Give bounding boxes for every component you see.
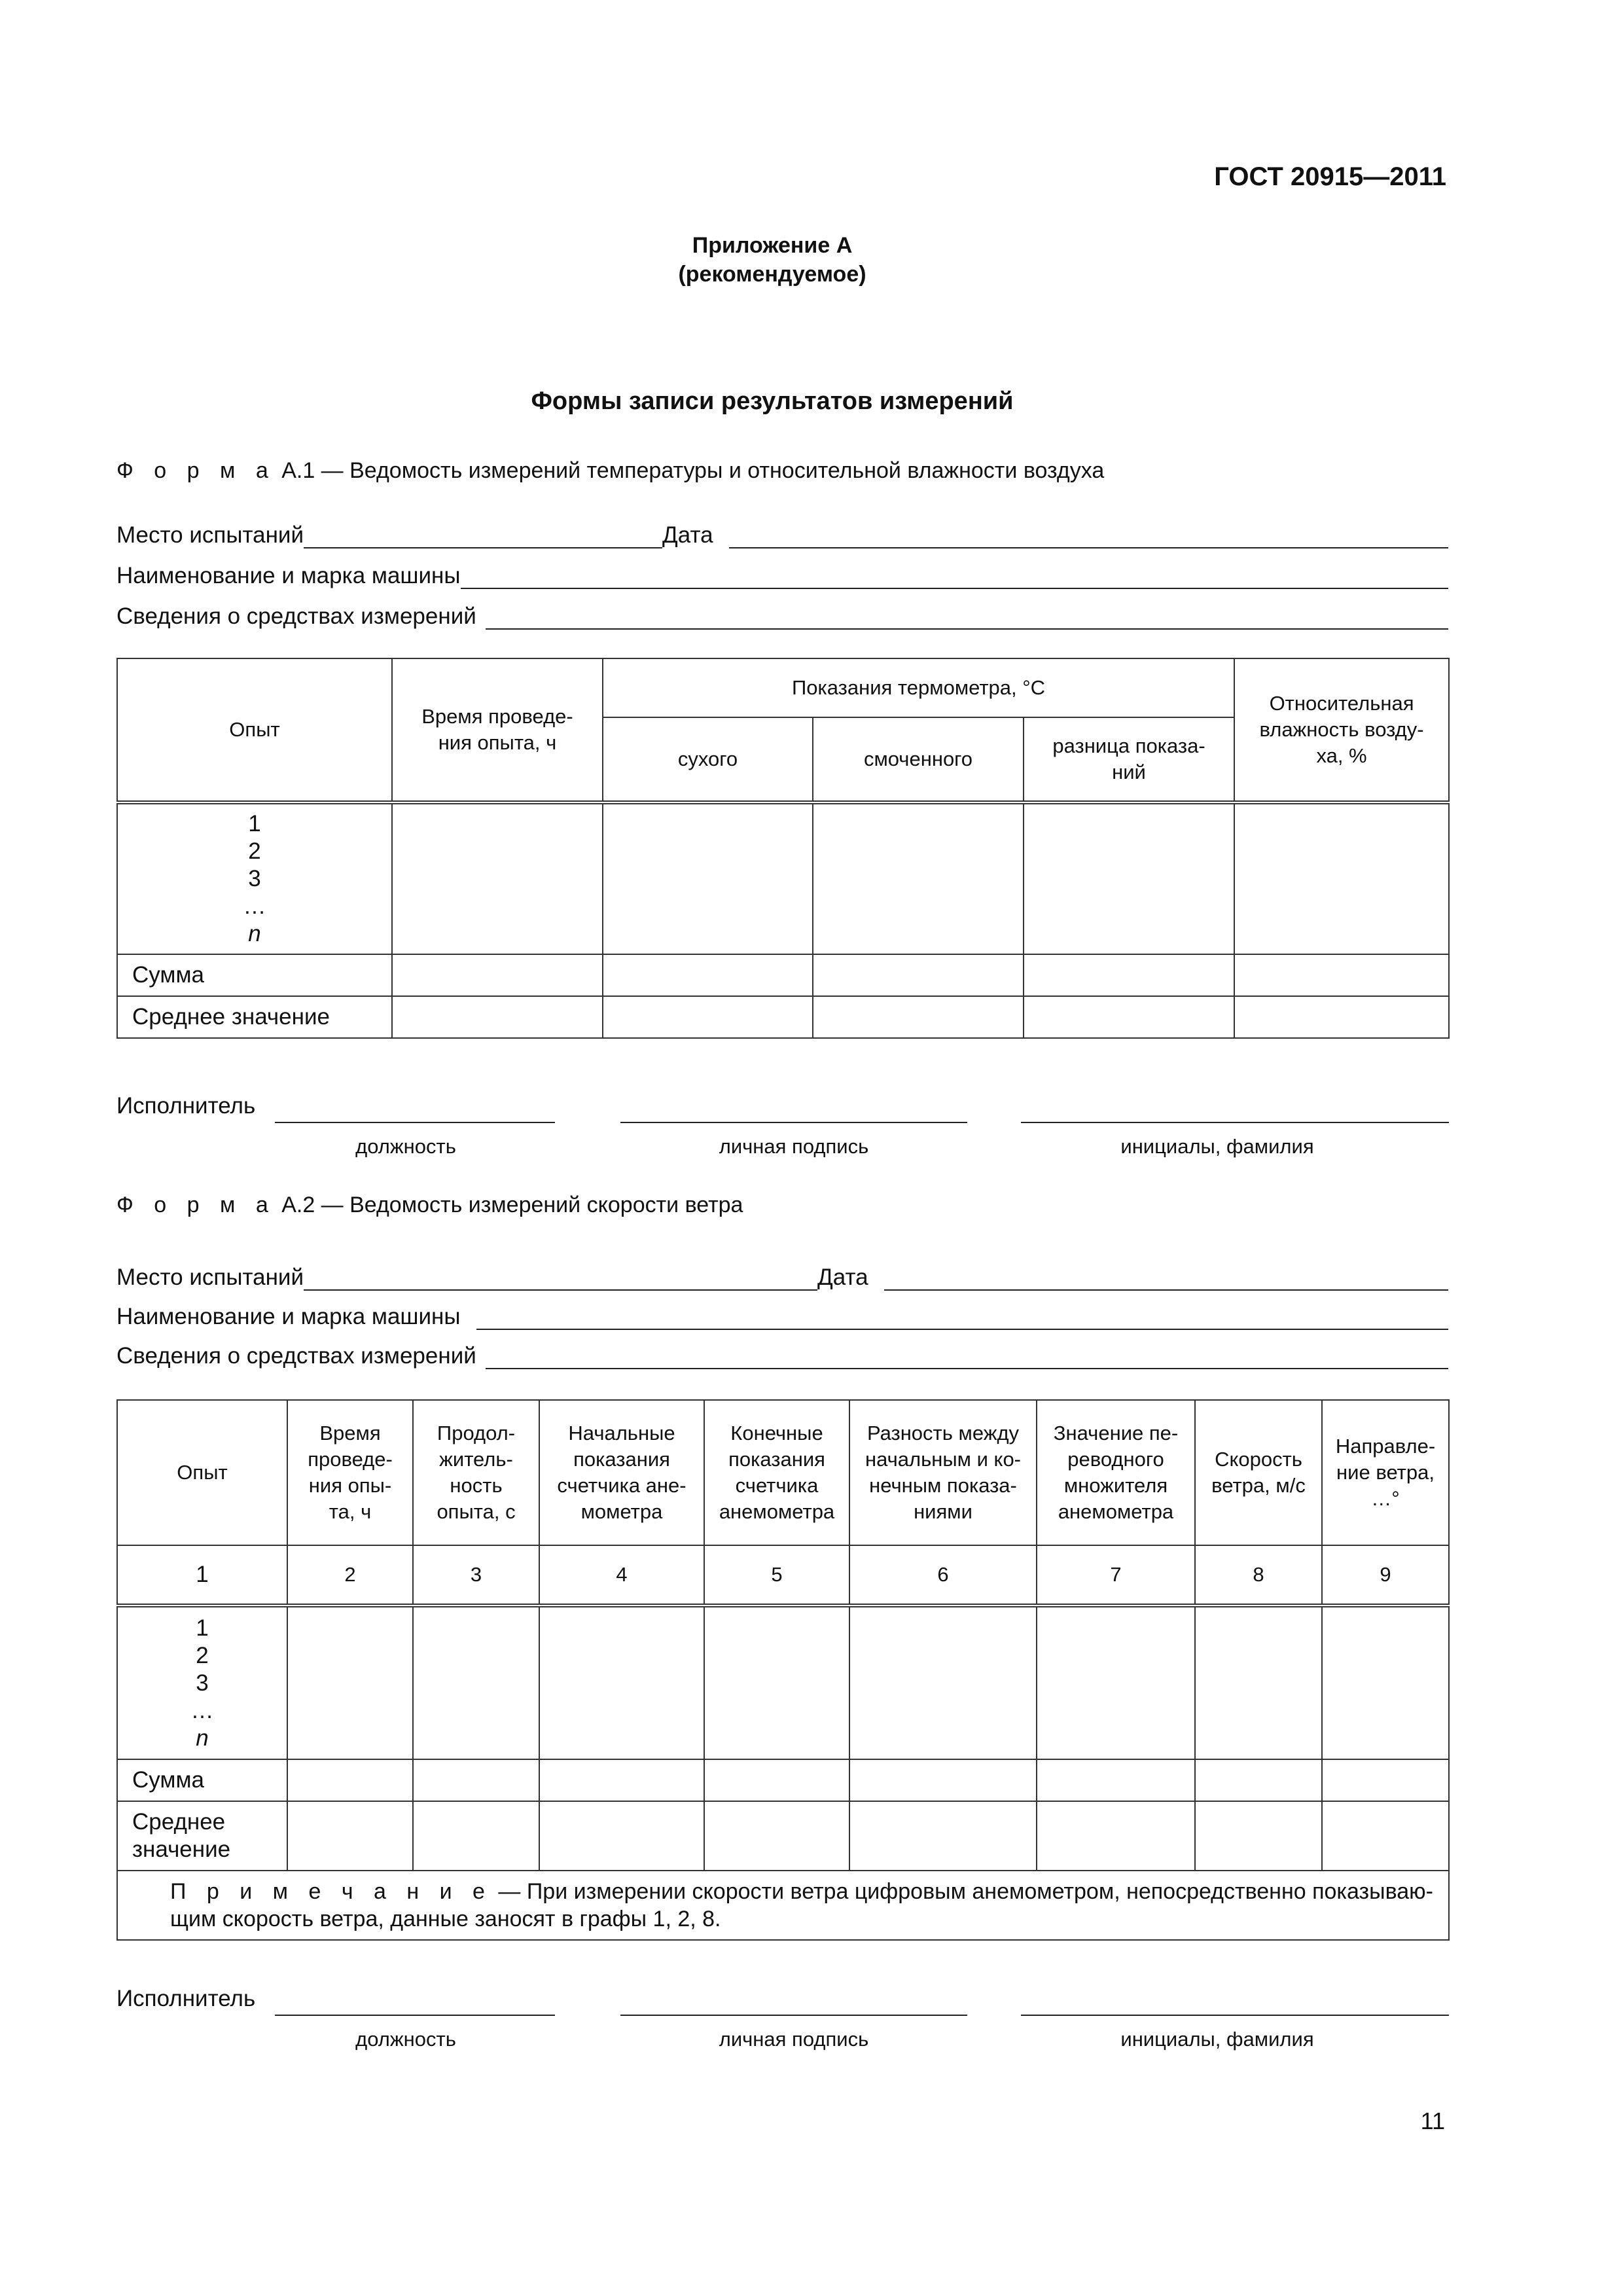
form2-cell[interactable] — [1195, 1605, 1322, 1759]
form2-executor-label: Исполнитель — [116, 1986, 256, 2011]
form1-header-experiment: Опыт — [117, 658, 392, 802]
form1-instruments-label: Сведения о средствах измерений — [116, 603, 476, 629]
form1-header-time: Время проведе-ния опыта, ч — [392, 658, 603, 802]
form2-cell[interactable] — [539, 1801, 704, 1871]
form2-position-caption: должность — [355, 2028, 456, 2051]
form2-row-number: … — [190, 1697, 214, 1723]
form2-column-number: 1 — [117, 1545, 287, 1605]
form2-header-difference: Разность между начальным и ко-нечным показа-ниями — [849, 1400, 1037, 1545]
form2-machine-field[interactable] — [476, 1306, 1448, 1330]
form1-header-dry: сухого — [603, 717, 813, 802]
form1-prefix: Ф о р м а — [116, 458, 276, 483]
form2-cell[interactable] — [539, 1605, 704, 1759]
form1-row-number: n — [248, 921, 261, 946]
form2-date-label: Дата — [817, 1265, 868, 1290]
section-title: Формы записи результатов измерений — [531, 387, 1014, 415]
form2-column-number: 2 — [287, 1545, 413, 1605]
form1-header-thermometer: Показания термометра, °С — [603, 658, 1234, 717]
form2-name-caption: инициалы, фамилия — [1120, 2028, 1314, 2051]
form2-machine-label: Наименование и марка машины — [116, 1304, 461, 1329]
form2-header-initial-reading: Начальные показания счетчика ане-мометра — [539, 1400, 704, 1545]
form2-header-wind-speed: Скорость ветра, м/с — [1195, 1400, 1322, 1545]
form1-cell[interactable] — [392, 954, 603, 996]
form1-cell[interactable] — [603, 996, 813, 1038]
form2-cell[interactable] — [849, 1605, 1037, 1759]
form2-cell[interactable] — [287, 1801, 413, 1871]
form1-cell[interactable] — [603, 802, 813, 954]
form1-name-caption: инициалы, фамилия — [1120, 1135, 1314, 1158]
appendix-title: Приложение А — [692, 233, 853, 258]
form2-title — [116, 1193, 743, 1218]
form2-cell[interactable] — [413, 1605, 539, 1759]
form2-column-number: 9 — [1322, 1545, 1449, 1605]
form1-machine-row — [116, 558, 1448, 589]
form2-note — [117, 1871, 1449, 1940]
form2-name-field[interactable] — [1021, 2013, 1449, 2016]
form2-cell[interactable] — [1322, 1801, 1449, 1871]
form1-header-wet: смоченного — [813, 717, 1024, 802]
form1-machine-label: Наименование и марка машины — [116, 563, 461, 588]
form2-column-number: 3 — [413, 1545, 539, 1605]
page-number: 11 — [1420, 2108, 1445, 2134]
form1-header-humidity: Относительная влажность возду-ха, % — [1234, 658, 1449, 802]
appendix-note: (рекомендуемое) — [678, 262, 866, 287]
form2-instruments-row — [116, 1338, 1448, 1369]
form2-cell[interactable] — [849, 1801, 1037, 1871]
form1-name-field[interactable] — [1021, 1121, 1449, 1123]
form2-cell[interactable] — [849, 1759, 1037, 1801]
form2-cell[interactable] — [1037, 1801, 1195, 1871]
form2-cell[interactable] — [287, 1605, 413, 1759]
form2-cell[interactable] — [704, 1605, 849, 1759]
form2-place-field[interactable] — [304, 1267, 817, 1291]
form2-note-label: П р и м е ч а н и е — [170, 1879, 492, 1904]
form1-place-field[interactable] — [304, 525, 662, 548]
form1-row-number: 1 — [248, 811, 261, 836]
form1-date-field[interactable] — [729, 525, 1448, 548]
form2-cell[interactable] — [1322, 1759, 1449, 1801]
form2-table — [116, 1399, 1450, 1941]
form1-cell[interactable] — [603, 954, 813, 996]
form2-row-numbers — [117, 1605, 287, 1759]
form1-row-sum: Сумма — [117, 954, 392, 996]
form1-executor-label: Исполнитель — [116, 1093, 256, 1119]
form1-cell[interactable] — [813, 802, 1024, 954]
form1-cell[interactable] — [392, 996, 603, 1038]
form2-row-mean: Среднее значение — [117, 1801, 287, 1871]
form2-column-number: 8 — [1195, 1545, 1322, 1605]
form1-signature-field[interactable] — [620, 1121, 967, 1123]
form2-header-time: Время проведе-ния опы-та, ч — [287, 1400, 413, 1545]
form1-cell[interactable] — [1024, 802, 1234, 954]
form1-place-date-row — [116, 517, 1448, 548]
form2-cell[interactable] — [1195, 1759, 1322, 1801]
form2-cell[interactable] — [539, 1759, 704, 1801]
form2-row-number: 3 — [196, 1670, 209, 1696]
form1-date-label: Дата — [662, 522, 713, 548]
form2-cell[interactable] — [413, 1759, 539, 1801]
form2-note-text: — При измерении скорости ветра цифровым анемометром, непосредственно показываю-щим скорость ветра, данные заносят в графы 1, 2, 8. — [170, 1879, 1433, 1931]
form2-row-number: 2 — [196, 1642, 209, 1668]
form2-header-experiment: Опыт — [117, 1400, 287, 1545]
form1-cell[interactable] — [813, 996, 1024, 1038]
form2-title-text: А.2 — Ведомость измерений скорости ветра — [275, 1193, 743, 1217]
form2-instruments-field[interactable] — [486, 1346, 1448, 1369]
form1-machine-field[interactable] — [461, 565, 1448, 589]
form1-cell[interactable] — [1024, 996, 1234, 1038]
form1-instruments-row — [116, 598, 1448, 630]
form2-header-duration: Продол-житель-ность опыта, с — [413, 1400, 539, 1545]
form2-cell[interactable] — [704, 1759, 849, 1801]
form1-row-number: 2 — [248, 838, 261, 864]
form2-cell[interactable] — [1037, 1605, 1195, 1759]
form2-cell[interactable] — [1322, 1605, 1449, 1759]
form2-place-label: Место испытаний — [116, 1265, 304, 1290]
form2-column-number: 7 — [1037, 1545, 1195, 1605]
form1-row-numbers — [117, 802, 392, 954]
form2-header-wind-direction: Направле-ние ветра, …° — [1322, 1400, 1449, 1545]
form1-place-label: Место испытаний — [116, 522, 304, 548]
form2-signature-field[interactable] — [620, 2013, 967, 2016]
form2-position-field[interactable] — [275, 2013, 555, 2016]
form1-title — [116, 458, 1104, 484]
form2-cell[interactable] — [704, 1801, 849, 1871]
form1-cell[interactable] — [1024, 954, 1234, 996]
form1-row-mean: Среднее значение — [117, 996, 392, 1038]
form2-column-number: 4 — [539, 1545, 704, 1605]
form1-row-number: 3 — [248, 866, 261, 891]
form1-cell[interactable] — [1234, 996, 1449, 1038]
form2-cell[interactable] — [413, 1801, 539, 1871]
document-code: ГОСТ 20915—2011 — [1214, 162, 1446, 191]
form1-signature-caption: личная подпись — [719, 1135, 869, 1158]
form1-instruments-field[interactable] — [486, 606, 1448, 630]
form2-cell[interactable] — [1195, 1801, 1322, 1871]
form1-title-text: А.1 — Ведомость измерений температуры и относительной влажности воздуха — [275, 458, 1105, 483]
form2-cell[interactable] — [1037, 1759, 1195, 1801]
form2-column-number: 5 — [704, 1545, 849, 1605]
form1-cell[interactable] — [1234, 802, 1449, 954]
form2-header-final-reading: Конечные показания счетчика анемометра — [704, 1400, 849, 1545]
form2-row-sum: Сумма — [117, 1759, 287, 1801]
form2-signature-caption: личная подпись — [719, 2028, 869, 2051]
form1-table — [116, 658, 1450, 1039]
form2-prefix: Ф о р м а — [116, 1193, 276, 1217]
form1-position-field[interactable] — [275, 1121, 555, 1123]
form2-instruments-label: Сведения о средствах измерений — [116, 1343, 476, 1369]
form2-machine-row — [116, 1299, 1448, 1330]
form1-cell[interactable] — [813, 954, 1024, 996]
form2-column-number: 6 — [849, 1545, 1037, 1605]
form1-header-diff: разница показа-ний — [1024, 717, 1234, 802]
form1-position-caption: должность — [355, 1135, 456, 1158]
form2-row-number: 1 — [196, 1615, 209, 1641]
form2-place-date-row — [116, 1259, 1448, 1291]
form1-cell[interactable] — [1234, 954, 1449, 996]
form1-row-number: … — [243, 893, 266, 919]
form2-cell[interactable] — [287, 1759, 413, 1801]
form2-date-field[interactable] — [884, 1267, 1448, 1291]
form2-row-number: n — [196, 1725, 209, 1751]
form2-header-conversion-factor: Значение пе-реводного множителя анемометра — [1037, 1400, 1195, 1545]
form1-cell[interactable] — [392, 802, 603, 954]
